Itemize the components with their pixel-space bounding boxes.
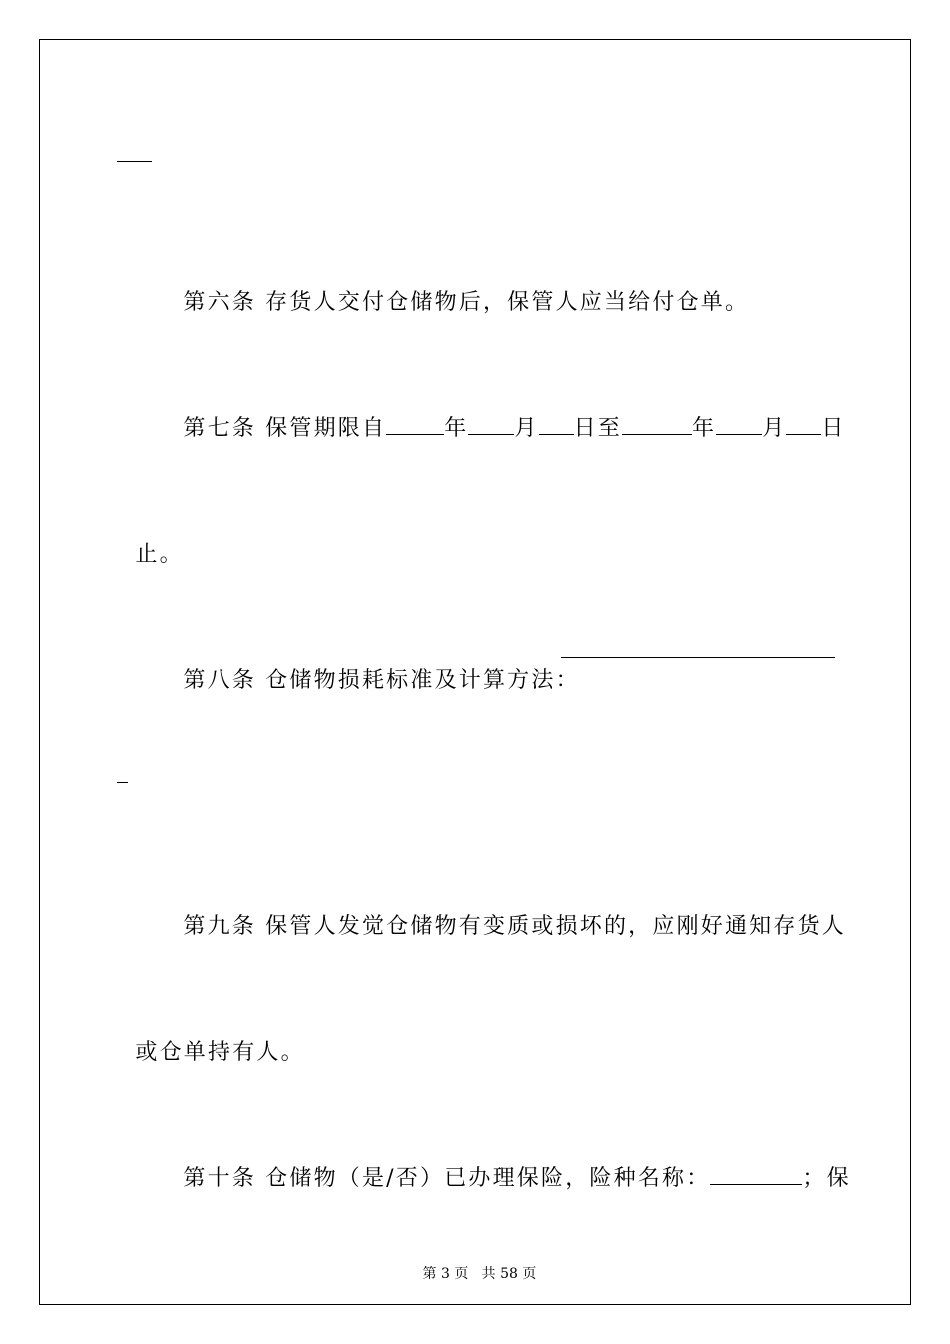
day-label-2: 日 [821,416,846,441]
start-day-blank[interactable] [539,414,574,435]
article-9-continuation [117,1008,305,1068]
article-8 [165,636,580,696]
article-6 [165,258,749,318]
day-to-label: 日至 [573,416,622,441]
loss-standard-blank-cont[interactable] [117,782,128,783]
month-label: 月 [514,416,539,441]
article-9-text: 第九条 保管人发觉仓储物有变质或损坏的，应刚好通知存货人 [183,914,846,939]
article-6-text: 第六条 存货人交付仓储物后，保管人应当给付仓单。 [183,290,750,315]
page-number: 第 3 页 共 58 页 [422,1266,537,1282]
end-month-blank[interactable] [716,414,762,435]
article-7-prefix: 第七条 保管期限自 [183,416,387,441]
article-8-text: 第八条 仓储物损耗标准及计算方法： [183,668,580,693]
article-9 [165,882,846,942]
article-10 [165,1134,851,1194]
article-7 [165,384,846,444]
end-day-blank[interactable] [786,414,821,435]
continuation-underline [117,161,152,162]
month-label-2: 月 [762,416,787,441]
article-9-cont-text: 或仓单持有人。 [135,1040,305,1065]
end-year-blank[interactable] [622,414,692,435]
start-month-blank[interactable] [468,414,514,435]
article-10-prefix: 第十条 仓储物（是/否）已办理保险，险种名称： [183,1166,711,1191]
article-10-suffix: ；保 [802,1166,851,1191]
page-footer [0,1244,950,1284]
year-label: 年 [444,416,469,441]
article-7-cont-text: 止。 [135,542,184,567]
start-year-blank[interactable] [386,414,444,435]
insurance-type-blank[interactable] [710,1164,802,1185]
loss-standard-blank[interactable] [561,657,835,658]
article-7-continuation [117,510,184,570]
year-label-2: 年 [692,416,717,441]
